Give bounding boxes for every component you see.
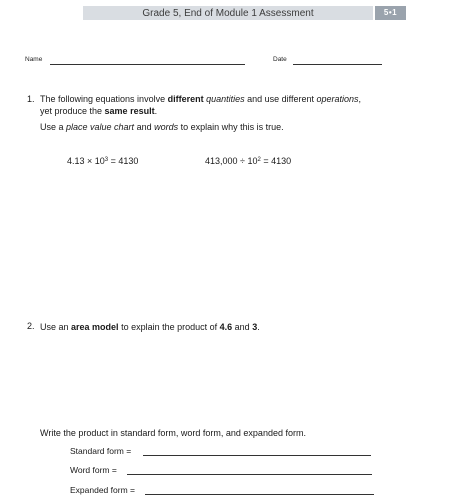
standard-form-line[interactable] [143,455,371,456]
module-badge: 5•1 [375,6,406,20]
word-form-label: Word form = [70,465,117,475]
equation-2: $413,000 \div 10^2 = 4130$ [205,156,292,166]
question1-line1: The following equations involve different quantities and use different operations, [40,94,362,104]
forms-instruction: Write the product in standard form, word form, and expanded form. [40,428,306,438]
equation-1: $4.13 \times 10^3 = 4130$ [67,156,139,166]
word-form-line[interactable] [127,474,372,475]
name-line[interactable] [50,64,245,65]
question1-number: 1. [27,94,35,104]
name-label: Name [25,56,43,63]
question1-line2: yet produce the same result. [40,106,158,116]
date-line[interactable] [293,64,382,65]
question1-line3: Use a place value chart and words to explain why this is true. [40,122,284,132]
question2-number: 2. [27,321,35,331]
expanded-form-line[interactable] [145,494,374,495]
question1-text [40,93,460,133]
standard-form-label: Standard form = [70,446,132,456]
question2-text: Use an area model to explain the product of 4.6 and 3. [40,322,260,332]
page-title: Grade 5, End of Module 1 Assessment [142,8,314,19]
expanded-form-label: Expanded form = [70,485,135,495]
date-label: Date [273,56,287,63]
